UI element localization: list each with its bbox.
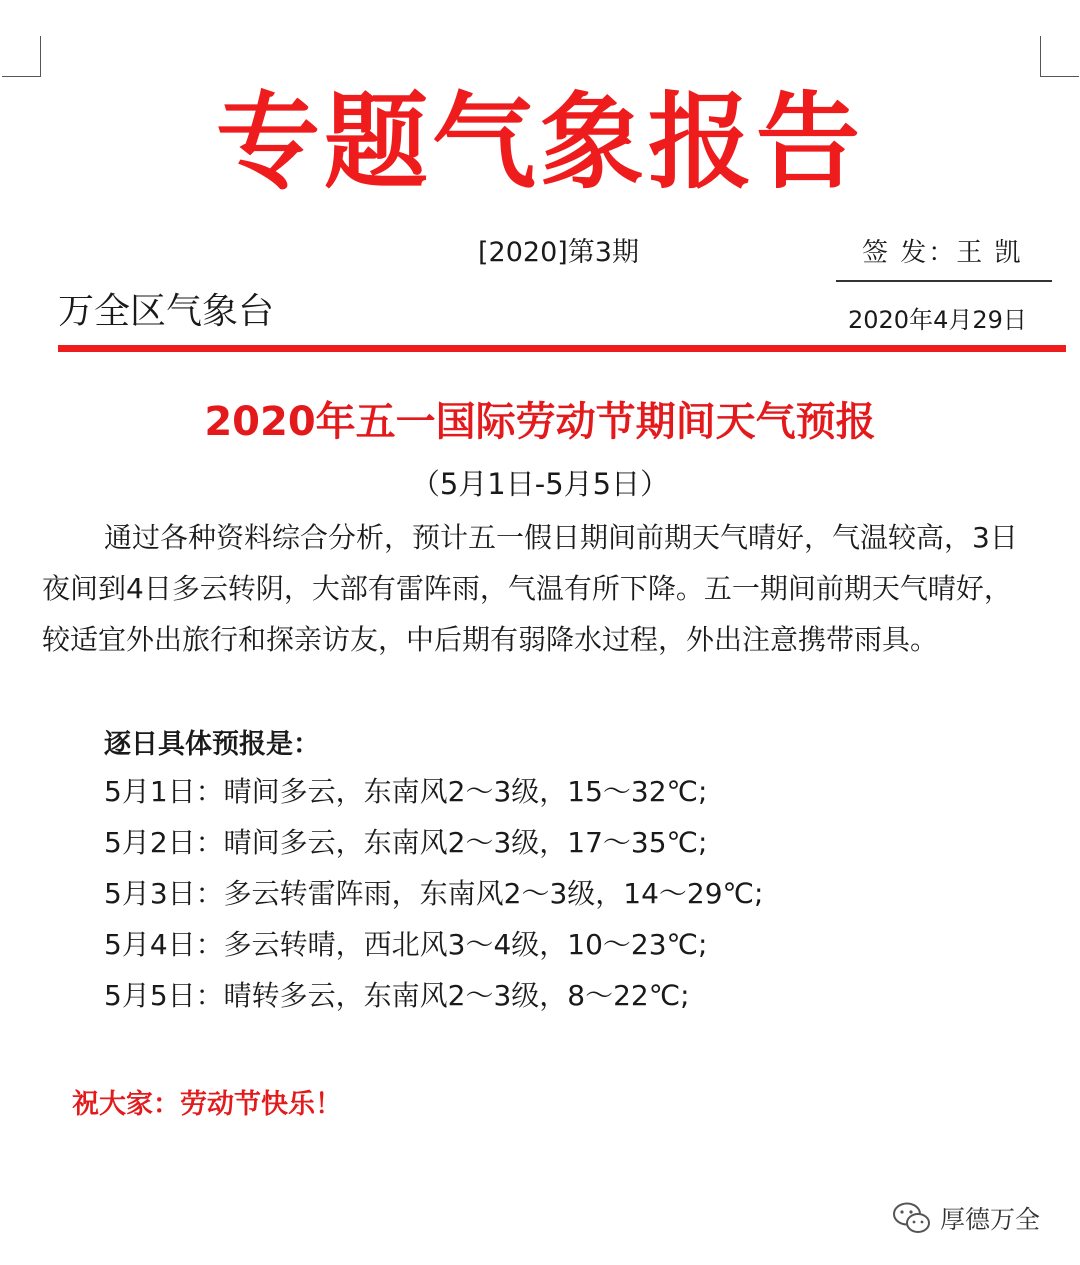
watermark [892, 1198, 1040, 1238]
daily-forecast-list [104, 766, 763, 1021]
holiday-greeting: 祝大家：劳动节快乐！ [72, 1089, 342, 1120]
signer-underline [836, 280, 1052, 282]
watermark-text: 厚德万全 [940, 1205, 1041, 1234]
issue-date: 2020年4月29日 [848, 306, 1027, 334]
wechat-icon [892, 1201, 932, 1235]
daily-forecast-item: 5月4日：多云转晴，西北风3～4级，10～23℃; [104, 928, 708, 961]
daily-forecast-heading: 逐日具体预报是： [104, 729, 320, 760]
daily-forecast-item: 5月2日：晴间多云，东南风2～3级，17～35℃; [104, 826, 708, 859]
masthead-title: 专题气象报告 [215, 81, 864, 203]
report-date-range: （5月1日-5月5日） [410, 467, 670, 501]
signer: 签 发：王 凯 [862, 238, 1023, 268]
page-corner-mark-right [1040, 36, 1079, 77]
daily-forecast-item: 5月1日：晴间多云，东南风2～3级，15～32℃; [104, 775, 708, 808]
daily-forecast-item: 5月5日：晴转多云，东南风2～3级，8～22℃; [104, 979, 690, 1012]
report-title: 2020年五一国际劳动节期间天气预报 [204, 399, 876, 445]
summary-paragraph: 通过各种资料综合分析，预计五一假日期间前期天气晴好，气温较高，3日夜间到4日多云转阴，大部有雷阵雨，气温有所下降。五一期间前期天气晴好，较适宜外出旅行和探亲访友，中后期有弱降水过程，外出注意携带雨具。 [42, 521, 1018, 656]
organization-name: 万全区气象台 [58, 291, 275, 332]
header-divider [58, 345, 1066, 352]
page-corner-mark-left [2, 36, 41, 77]
issue-number: [2020]第3期 [478, 237, 639, 268]
daily-forecast-item: 5月3日：多云转雷阵雨，东南风2～3级，14～29℃; [104, 877, 764, 910]
